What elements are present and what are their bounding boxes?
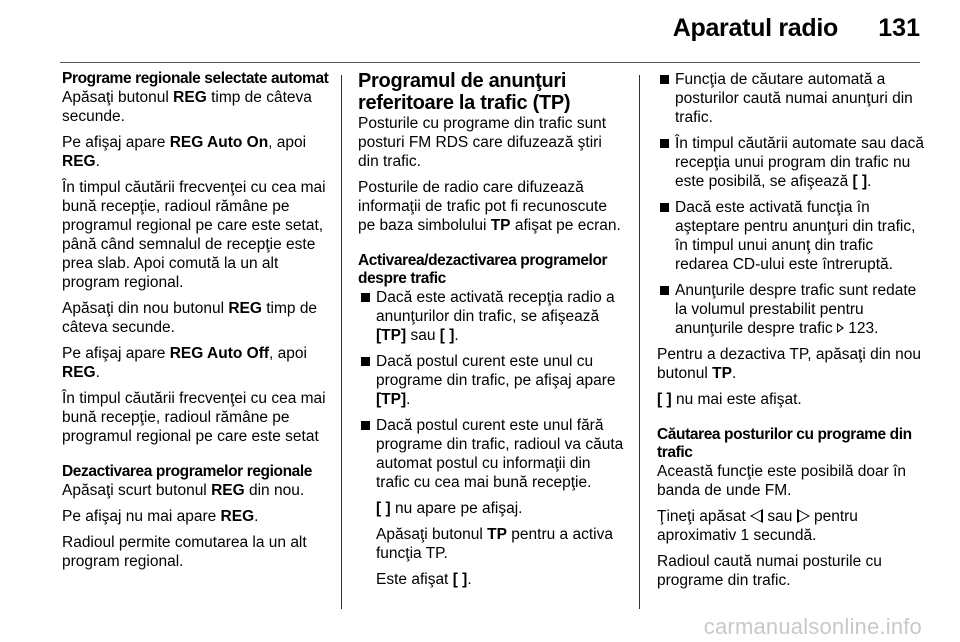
section-heading-tp-toggle: Activarea/dezactivarea programelor despre trafic — [358, 252, 608, 287]
list-item: Dacă postul curent este unul cu programe din trafic, pe afişaj apare [TP]. — [358, 352, 626, 409]
section-heading-disable-regional: Dezactivarea programelor regionale — [62, 463, 313, 480]
list-item: Anunţurile despre trafic sunt redate la volumul prestabilit pentru anunţurile despre trafic 123. — [657, 281, 925, 338]
paragraph: Pentru a dezactiva TP, apăsaţi din nou butonul TP. — [657, 346, 921, 382]
paragraph: Apăsaţi butonul REG timp de câteva secunde. — [62, 89, 312, 125]
list-item: În timpul căutării automate sau dacă recepţia unui program din trafic nu este posibilă, se afişează [ ]. — [657, 134, 925, 191]
section-heading-regional-auto: Programe regionale selectate automat — [62, 70, 329, 87]
paragraph: În timpul căutării frecvenţei cu cea mai bună recepţie, radioul rămâne pe programul regional pe care este setat — [62, 390, 326, 445]
paragraph: Această funcţie este posibilă doar în banda de unde FM. — [657, 463, 907, 499]
paragraph: Apăsaţi din nou butonul REG timp de câteva secunde. — [62, 300, 318, 336]
section-heading-tp-search: Căutarea posturilor cu programe din trafic — [657, 426, 912, 461]
paragraph: [ ] nu mai este afişat. — [657, 391, 802, 408]
bullet-list — [657, 70, 925, 338]
seek-right-icon — [797, 509, 810, 523]
section-heading-tp: Programul de anunţuri referitoare la trafic (TP) — [358, 70, 571, 114]
column-2 — [358, 70, 626, 596]
paragraph: Pe afişaj apare REG Auto On, apoi REG. — [62, 134, 307, 170]
paragraph: Ţineţi apăsat sau pentru aproximativ 1 secundă. — [657, 508, 858, 544]
list-item: Dacă este activată funcţia în aşteptare pentru anunţuri din trafic, în timpul unui anunţ din trafic redarea CD-ului este întreruptă. — [657, 198, 925, 274]
paragraph: Apăsaţi scurt butonul REG din nou. — [62, 482, 305, 499]
page-header — [0, 0, 960, 60]
column-3 — [657, 70, 925, 597]
paragraph: Posturile de radio care difuzează informaţii de trafic pot fi recunoscute pe baza simbolului TP afişat pe ecran. — [358, 179, 621, 234]
paragraph: Pe afişaj apare REG Auto Off, apoi REG. — [62, 345, 307, 381]
list-item: Dacă postul curent este unul fără programe din trafic, radioul va căuta automat postul cu informaţii din trafic cu cea mai bună recepţie. — [358, 416, 626, 492]
bullet-list — [358, 288, 626, 492]
column-1 — [62, 70, 330, 578]
page-title: Aparatul radio — [672, 14, 838, 42]
list-item: Funcţia de căutare automată a posturilor caută numai anunţuri din trafic. — [657, 70, 925, 127]
header-rule — [60, 62, 920, 63]
paragraph: [ ] nu apare pe afişaj. — [376, 500, 523, 517]
column-divider-1 — [341, 75, 342, 609]
page-reference-icon — [837, 323, 844, 333]
paragraph: Este afişat [ ]. — [376, 571, 472, 588]
column-divider-2 — [639, 75, 640, 609]
paragraph: Apăsaţi butonul TP pentru a activa funcţia TP. — [376, 526, 613, 562]
paragraph: Radioul permite comutarea la un alt program regional. — [62, 534, 307, 570]
paragraph: Radioul caută numai posturile cu programe din trafic. — [657, 553, 882, 589]
list-item: Dacă este activată recepţia radio a anunţurilor din trafic, se afişează [TP] sau [ ]. — [358, 288, 626, 345]
paragraph: În timpul căutării frecvenţei cu cea mai bună recepţie, radioul rămâne pe programul regional pe care este setat, până când semnalul de recepţie este prea slab. Apoi comută la un alt program regional. — [62, 179, 326, 291]
watermark: carmanualsonline.info — [703, 614, 922, 639]
paragraph: Posturile cu programe din trafic sunt posturi FM RDS care difuzează ştiri din trafic. — [358, 115, 607, 170]
paragraph: Pe afişaj nu mai apare REG. — [62, 508, 259, 525]
page-number: 131 — [878, 14, 920, 42]
seek-left-icon — [750, 509, 763, 523]
